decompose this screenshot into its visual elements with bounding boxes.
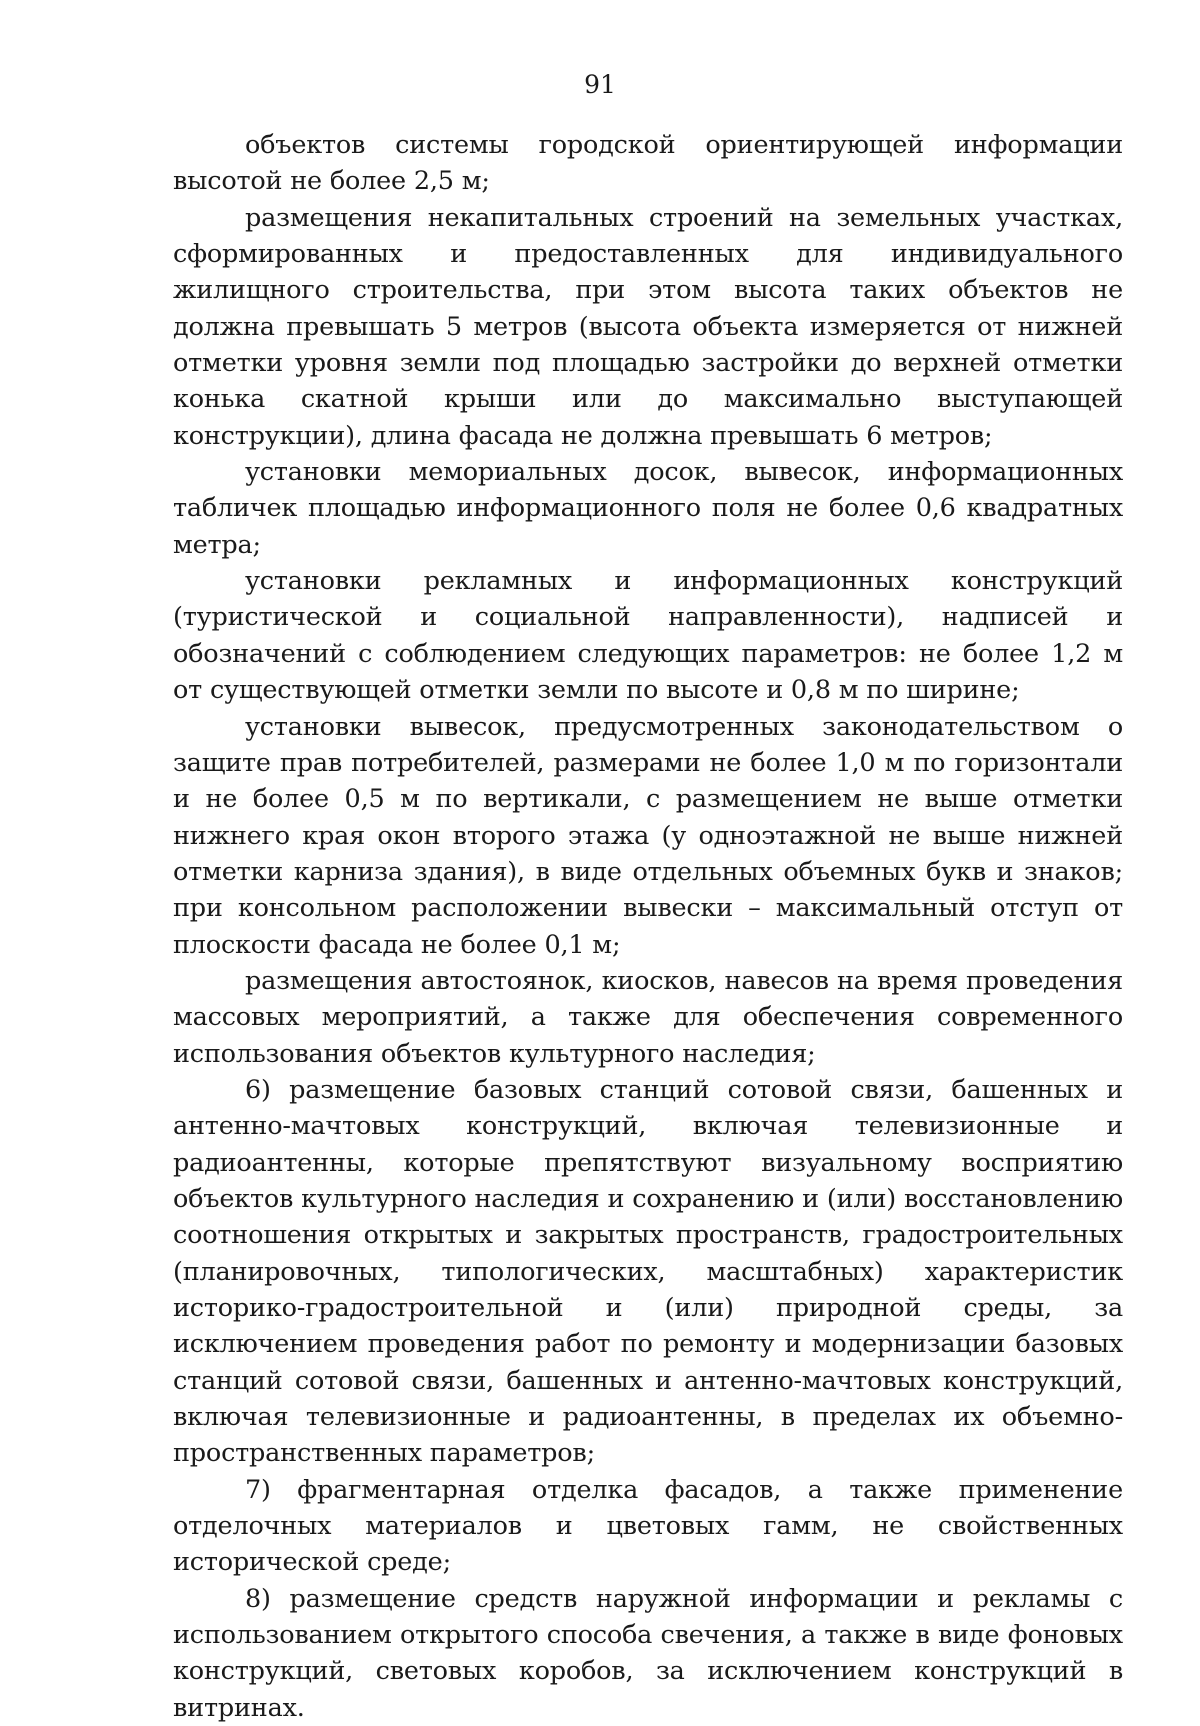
paragraph-consumer-signs: установки вывесок, предусмотренных законодательством о защите прав потребителей, размерами не более 1,0 м по горизонтали и не более 0,5 м по вертикали, с размещением не выше отметки нижнего края окон второго этажа (у одноэтажной не выше нижней отметки карниза здания), в виде отдельных объемных букв и знаков; при консольном расположении вывески – максимальный отступ от плоскости фасада не более 0,1 м; (173, 711, 1123, 960)
paragraph-item-7-facade-finish: 7) фрагментарная отделка фасадов, а также применение отделочных материалов и цветовых гамм, не свойственных исторической среде; (173, 1474, 1123, 1578)
paragraph-memorial-plaques: установки мемориальных досок, вывесок, информационных табличек площадью информационного поля не более 0,6 квадратных метра; (173, 457, 1123, 560)
page-number: 91 (584, 70, 616, 99)
document-body (173, 127, 1123, 1726)
paragraph-parking-kiosks: размещения автостоянок, киосков, навесов на время проведения массовых мероприятий, а также для обеспечения современного использования объектов культурного наследия; (173, 965, 1123, 1069)
paragraph-orientation-info: объектов системы городской ориентирующей информации высотой не более 2,5 м; (173, 130, 1123, 197)
paragraph-item-8-outdoor-advertising: 8) размещение средств наружной информации и рекламы с использованием открытого способа свечения, а также в виде фоновых конструкций, световых коробов, за исключением конструкций в витринах. (173, 1583, 1123, 1723)
paragraph-advertising-structures: установки рекламных и информационных конструкций (туристической и социальной направленности), надписей и обозначений с соблюдением следующих параметров: не более 1,2 м от существующей отметки земли по высоте и 0,8 м по ширине; (173, 566, 1123, 706)
paragraph-item-6-cell-stations: 6) размещение базовых станций сотовой связи, башенных и антенно-мачтовых конструкций, включая телевизионные и радиоантенны, которые препятствуют визуальному восприятию объектов культурного наследия и сохранению и (или) восстановлению соотношения открытых и закрытых пространств, градостроительных (планировочных, типологических, масштабных) характеристик историко-градостроительной и (или) природной среды, за исключением проведения работ по ремонту и модернизации базовых станций сотовой связи, башенных и антенно-мачтовых конструкций, включая телевизионные и радиоантенны, в пределах их объемно-пространственных параметров; (173, 1074, 1123, 1469)
paragraph-non-capital-structures: размещения некапитальных строений на земельных участках, сформированных и предоставленных для индивидуального жилищного строительства, при этом высота таких объектов не должна превышать 5 метров (высота объекта измеряется от нижней отметки уровня земли под площадью застройки до верхней отметки конька скатной крыши или до максимально выступающей конструкции), длина фасада не должна превышать 6 метров; (173, 202, 1123, 451)
